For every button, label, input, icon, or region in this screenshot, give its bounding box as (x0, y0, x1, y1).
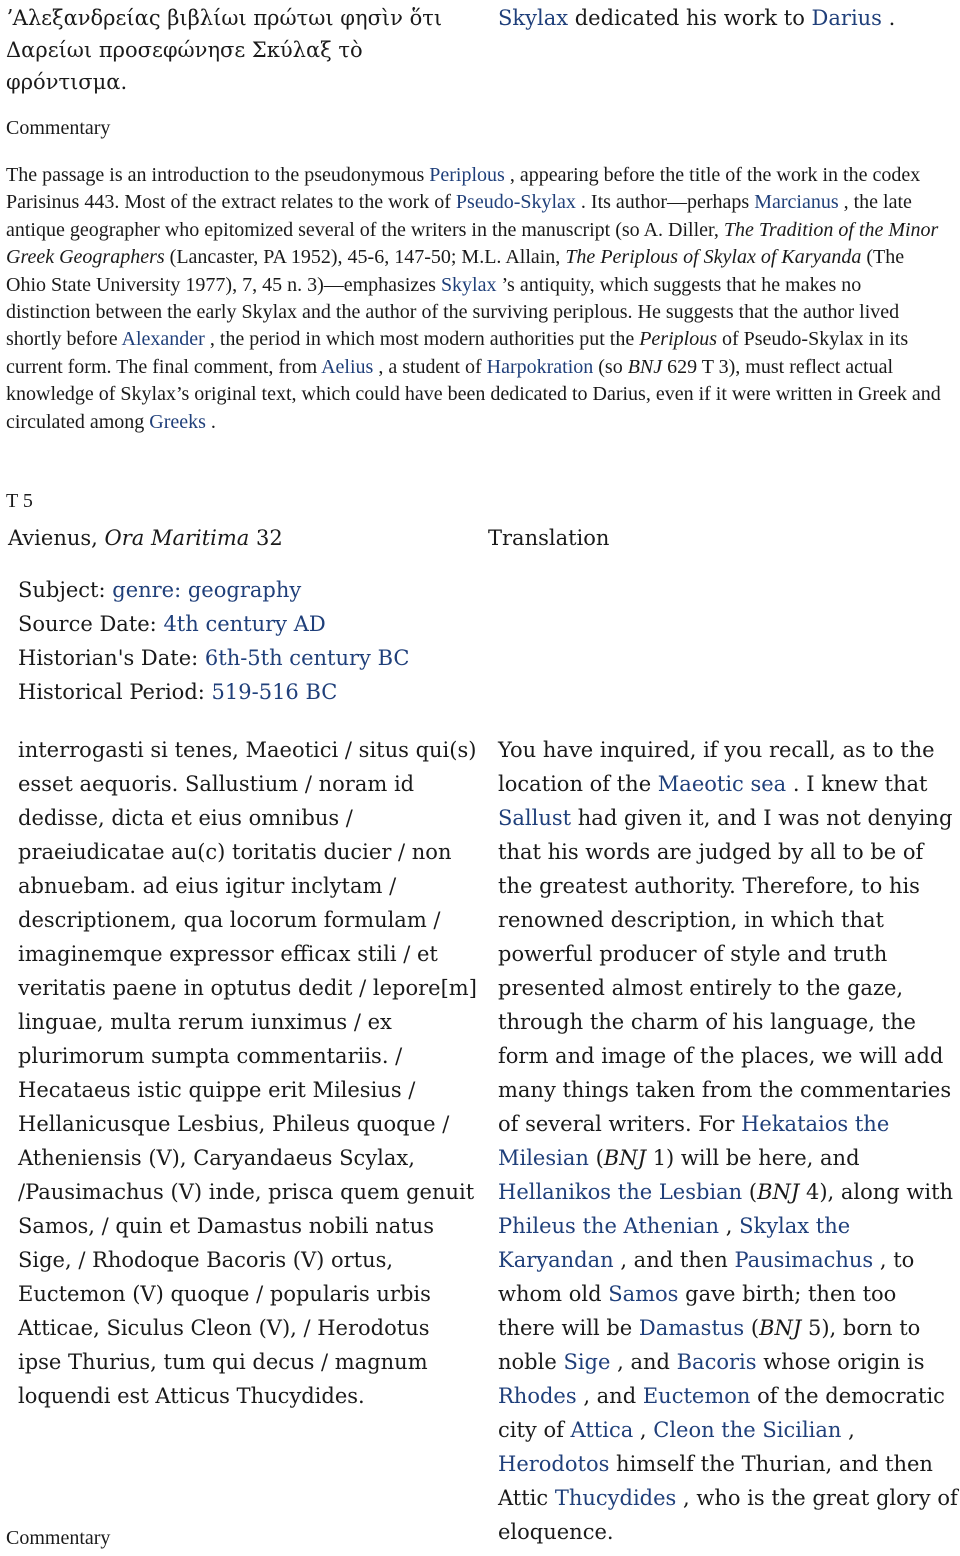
text: , and (576, 1384, 643, 1408)
text: dedicated his work to (568, 6, 812, 30)
subject-row (18, 573, 409, 607)
link-hekataios[interactable]: Hekataios the Milesian (498, 1112, 890, 1170)
link-marcianus[interactable]: Marcianus (754, 191, 839, 214)
book-title: The Tradition of the Minor Greek Geographers (6, 218, 939, 269)
historical-period-row (18, 675, 409, 709)
link-cleon[interactable]: Cleon the Sicilian (653, 1418, 842, 1442)
text: himself the Thurian, and then Attic (498, 1452, 933, 1510)
link-darius[interactable]: Darius (811, 6, 882, 30)
text: whose origin is (756, 1350, 925, 1374)
translation-heading: Translation (488, 526, 610, 550)
link-phileus[interactable]: Phileus the Athenian (498, 1214, 720, 1238)
text: (The Ohio State University 1977), 7, 45 n. 3)—emphasizes (6, 246, 905, 296)
book-title: The Periplous of Skylax of Karyanda (565, 246, 862, 269)
text: 5), born to noble (498, 1316, 921, 1374)
label: Historical Period: (18, 680, 212, 704)
text: ( (744, 1316, 760, 1340)
text: 629 T 3), must reflect actual knowledge of Skylax’s original text, which could have been dedicated to Darius, even if it were written in Greek and circulated among (6, 355, 941, 433)
text: , and then (613, 1248, 735, 1272)
text: . (881, 6, 896, 30)
link-subject[interactable]: genre: geography (112, 578, 302, 602)
link-historian-date[interactable]: 6th-5th century BC (204, 646, 410, 670)
text: , a student of (373, 355, 487, 378)
bnj-abbrev: BNJ (759, 1316, 802, 1340)
link-skylax[interactable]: Skylax (498, 6, 569, 30)
english-quote (498, 2, 895, 34)
text: , (719, 1214, 740, 1238)
link-pseudo-skylax[interactable]: Pseudo-Skylax (455, 191, 576, 214)
metadata-block (18, 573, 409, 709)
link-skylax-karyandan[interactable]: Skylax the Karyandan (498, 1214, 851, 1272)
translation-text (498, 733, 958, 1549)
link-rhodes[interactable]: Rhodes (498, 1384, 577, 1408)
link-aelius[interactable]: Aelius (321, 355, 374, 378)
historian-date-row (18, 641, 409, 675)
text: . Its author—perhaps (575, 191, 755, 214)
text: gave birth; then too there will be (498, 1282, 897, 1340)
greek-line: Δαρείωι προσεφώνησε Σκύλαξ τὸ φρόντισμα. (6, 38, 363, 94)
link-source-date[interactable]: 4th century AD (163, 612, 326, 636)
text: , to whom old (498, 1248, 915, 1306)
commentary-paragraph (6, 162, 946, 436)
bnj-abbrev: BNJ (627, 355, 663, 378)
link-greeks[interactable]: Greeks (149, 410, 206, 433)
text: , the period in which most modern authorities put the (204, 328, 640, 351)
source-heading (8, 526, 283, 550)
source-number: 32 (249, 526, 283, 550)
link-historical-period[interactable]: 519-516 BC (211, 680, 338, 704)
link-hellanikos[interactable]: Hellanikos the Lesbian (498, 1180, 743, 1204)
label: Source Date: (18, 612, 164, 636)
label: Historian's Date: (18, 646, 205, 670)
source-date-row (18, 607, 409, 641)
text: . (205, 410, 216, 433)
text: , (841, 1418, 855, 1442)
link-euctemon[interactable]: Euctemon (642, 1384, 751, 1408)
text: 1) will be here, and (646, 1146, 860, 1170)
link-pausimachus[interactable]: Pausimachus (734, 1248, 874, 1272)
link-maeotic-sea[interactable]: Maeotic sea (657, 772, 787, 796)
source-author: Avienus, (8, 526, 105, 550)
link-skylax[interactable]: Skylax (440, 273, 497, 296)
bnj-abbrev: BNJ (757, 1180, 800, 1204)
link-periplous[interactable]: Periplous (429, 164, 505, 186)
link-sallust[interactable]: Sallust (498, 806, 572, 830)
link-alexander[interactable]: Alexander (121, 328, 205, 351)
link-damastus[interactable]: Damastus (638, 1316, 745, 1340)
link-herodotos[interactable]: Herodotos (498, 1452, 610, 1476)
text: had given it, and I was not denying that his words are judged by all to be of the greatest authority. Therefore, to his renowned description, in which that powerful producer of style and truth presented almost entirely to the gaze, through the charm of his language, the form and image of the places, we will add many things taken from the commentaries of several writers. For (498, 806, 953, 1136)
text: ( (742, 1180, 758, 1204)
text: . I knew that (786, 772, 928, 796)
text: , and (610, 1350, 677, 1374)
text: , appearing before the title of the work in the codex Parisinus 443. Most of the extract relates to the work of (6, 164, 921, 214)
link-sige[interactable]: Sige (563, 1350, 611, 1374)
link-thucydides[interactable]: Thucydides (554, 1486, 677, 1510)
text: , who is the great glory of eloquence. (498, 1486, 958, 1544)
text: of the democratic city of (498, 1384, 945, 1442)
text: (Lancaster, PA 1952), 45-6, 147-50; M.L. Allain, (164, 246, 566, 269)
link-harpokration[interactable]: Harpokration (486, 355, 594, 378)
link-bacoris[interactable]: Bacoris (676, 1350, 757, 1374)
text: (so (593, 355, 628, 378)
text: ( (588, 1146, 604, 1170)
source-work: Ora Maritima (104, 526, 250, 550)
text: The passage is an introduction to the pseudonymous (6, 164, 430, 186)
greek-quote (6, 2, 476, 98)
text: , (633, 1418, 654, 1442)
latin-text: interrogasti si tenes, Maeotici / situs qui(s) esset aequoris. Sallustium / noram id dedisse, dicta et eius omnibus / praeiudicatae au(c) toritatis ducier / non abnuebam. ad eius igitur inclytam / descriptionem, qua locorum formulam / imaginemque expressor efficax stili / et veritatis paene in optutus dedit / lepore[m] linguae, multa rerum iunximus / ex plurimorum sumpta commentariis. / Hecataeus istic quippe erit Milesius / Hellanicusque Lesbius, Phileus quoque / Atheniensis (V), Caryandaeus Scylax, /Pausimachus (V) inde, prisca quem genuit Samos, / quin et Damastus nobili natus Sige, / Rhodoque Bacoris (V) ortus, Euctemon (V) quoque / popularis urbis Atticae, Siculus Cleon (V), / Herodotus ipse Thurius, tum qui decus / magnum loquendi est Atticus Thucydides. (18, 738, 477, 1408)
book-title: Periplous (639, 328, 717, 351)
commentary-heading: Commentary (6, 117, 111, 139)
label: Subject: (18, 578, 113, 602)
greek-line: ʼΑλεξανδρείας βιβλίωι πρώτωι φησὶν ὅτι (6, 6, 443, 30)
text: of Pseudo-Skylax in its current form. The final comment, from (6, 328, 909, 378)
link-samos[interactable]: Samos (608, 1282, 679, 1306)
text: ’s antiquity, which suggests that he makes no distinction between the early Skylax and the author of the surviving periplous. He suggests that the author lived shortly before (6, 273, 900, 351)
commentary-heading: Commentary (6, 1527, 111, 1549)
testimonium-label: T 5 (6, 490, 33, 512)
text: , the late antique geographer who epitomized several of the writers in the manuscript (so A. Diller, (6, 191, 912, 241)
text: 4), along with (799, 1180, 954, 1204)
text: You have inquired, if you recall, as to the location of the (498, 738, 935, 796)
link-attica[interactable]: Attica (570, 1418, 634, 1442)
bnj-abbrev: BNJ (603, 1146, 647, 1170)
